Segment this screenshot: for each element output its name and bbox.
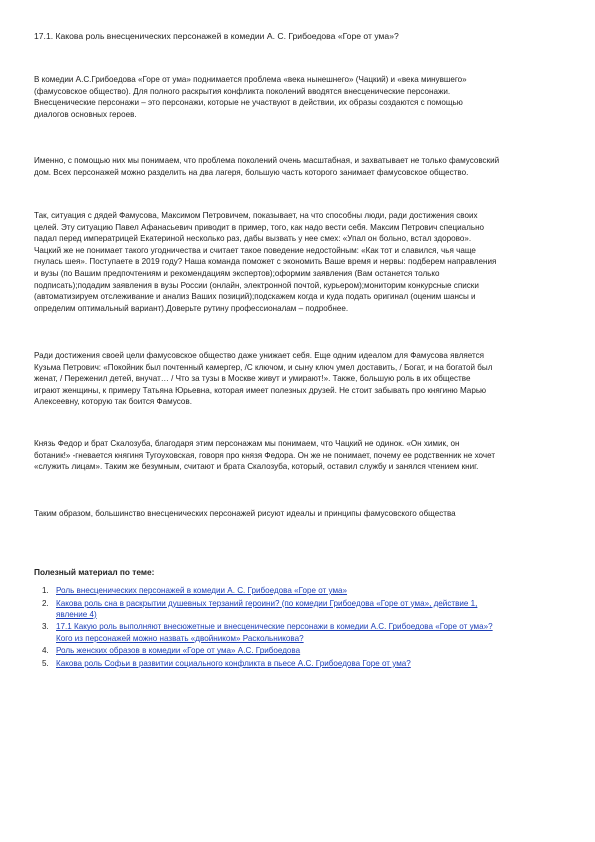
- text-line: Кузьма Петрович: «Покойник был почтенный камергер, /С ключом, и сыну ключ умел доставить, / Богат, и на богатой был: [34, 362, 493, 372]
- link-text[interactable]: Роль женских образов в комедии «Горе от ума» А.С. Грибоедова: [56, 646, 301, 656]
- list-number: 1.: [42, 586, 49, 595]
- link-text[interactable]: 17.1 Какую роль выполняют внесюжетные и внесценические персонажи в комедии А.С. Грибоедова «Горе от ума»?: [56, 622, 493, 632]
- link-text[interactable]: Роль внесценических персонажей в комедии А. С. Грибоедова «Горе от ума»: [56, 586, 348, 595]
- useful-material-heading: Полезный материал по теме:: [34, 567, 155, 577]
- related-link[interactable]: [56, 658, 574, 669]
- list-number: 5.: [42, 658, 49, 668]
- text-line: В комедии А.С.Грибоедова «Горе от ума» поднимается проблема «века нынешнего» (Чацкий) и «века минувшего»: [34, 75, 467, 84]
- text-line: женат, / Переженил детей, внучат… / Что за тузы в Москве живут и умирают!». Также, большую роль в их обществе: [34, 374, 471, 384]
- text-line: Чацкий же не понимает такого угодничества и считает такое поведение недостойным: «Как тот и славился, чья чаще: [34, 245, 476, 255]
- text-line: Князь Федор и брат Скалозуба, благодаря этим персонажам мы понимаем, что Чацкий не одинок. «Он химик, он: [34, 439, 460, 448]
- list-number: 4.: [42, 646, 49, 656]
- list-item: [34, 658, 574, 669]
- related-links-list: [34, 585, 574, 670]
- text-line: Алексеевну, которую так боится Фамусов.: [34, 397, 192, 407]
- list-item: [34, 621, 574, 643]
- text-line: определим оптимальный вариант).Доверьте рутину профессионалам – подробнее.: [34, 303, 349, 313]
- text-line: целей. Эту ситуацию Павел Афанасьевич приводит в пример, того, как надо вести себя. Максим Петрович специально: [34, 222, 485, 232]
- link-text[interactable]: Какова роль Софьи в развитии социального конфликта в пьесе А.С. Грибоедова Горе от ума?: [56, 658, 411, 668]
- text-line: падал перед императрицей Екатериной несколько раз, дабы вызвать у нее смех: «Упал он больно, встал здорово».: [34, 234, 472, 244]
- text-line: подписать);подадим заявления в вузы России (онлайн, электронной почтой, курьером);мониторим конкурсные списки: [34, 280, 479, 290]
- related-link[interactable]: [56, 645, 574, 656]
- paragraph-conclusion: [34, 508, 569, 520]
- link-text[interactable]: Кого из персонажей можно назвать «двойником» Раскольникова?: [56, 633, 304, 643]
- paragraph-generations: [34, 155, 569, 178]
- text-line: ботаник!» -гневается княгиня Тугоуховская, говоря про князя Федора. Он же не понимает, почему ее родственник не хочет: [34, 450, 496, 460]
- list-number: 3.: [42, 622, 49, 632]
- text-line: Внесценические персонажи – это персонажи, которые не участвуют в действии, их образы создаются с помощью: [34, 98, 463, 108]
- related-link[interactable]: [56, 621, 574, 643]
- text-line: гнулась шея». Поступаете в 2019 году? Наша команда поможет с экономить Ваше время и нервы: подберем направления: [34, 257, 497, 267]
- text-line: играют женщины, к примеру Татьяна Юрьевна, которая имеет полезных друзей. Не стоит забывать про княгиню Марью: [34, 385, 487, 395]
- text-line: Ради достижения своей цели фамусовское общество даже унижает себя. Еще одним идеалом для Фамусова является: [34, 351, 485, 360]
- related-link[interactable]: [56, 598, 574, 620]
- list-item: [34, 598, 574, 620]
- related-link[interactable]: [56, 585, 574, 596]
- text-line: Таким образом, большинство внесценических персонажей рисуют идеалы и принципы фамусовского общества: [34, 509, 456, 518]
- list-item: [34, 585, 574, 596]
- text-line: Так, ситуация с дядей Фамусова, Максимом Петровичем, показывает, на что способны люди, ради достижения своих: [34, 211, 478, 220]
- link-text[interactable]: явление 4): [56, 609, 97, 619]
- text-line: «служить лицам». Таким же безумным, считают и брата Скалозуба, который, оставил службу и занялся чтением книг.: [34, 462, 479, 472]
- list-number: 2.: [42, 598, 49, 608]
- text-line: (фамусовское общество). Для полного раскрытия конфликта поколений вводятся внесценические персонажи.: [34, 86, 451, 96]
- link-text[interactable]: Какова роль сна в раскрытии душевных терзаний героини? (по комедии Грибоедова «Горе от ума», действие 1,: [56, 598, 478, 608]
- list-item: [34, 645, 574, 656]
- text-line: и вузы (по Вашим предпочтениям и рекомендациям экспертов);оформим заявления (Вам останется только: [34, 268, 440, 278]
- text-line: (автоматизируем отслеживание и анализ Ваших позиций);подскажем когда и куда подать оригинал (оценим шансы и: [34, 292, 476, 302]
- paragraph-maxim-petrovich: [34, 210, 569, 314]
- text-line: диалогов основных героев.: [34, 109, 137, 119]
- text-line: дом. Всех персонажей можно разделить на два лагеря, большую часть которого занимает фамусовское общество.: [34, 167, 469, 177]
- question-title: 17.1. Какова роль внесценических персонажей в комедии А. С. Грибоедова «Горе от ума»?: [34, 31, 399, 41]
- paragraph-prince-fedor: [34, 438, 569, 473]
- paragraph-kuzma-petrovich: [34, 350, 569, 408]
- text-line: Именно, с помощью них мы понимаем, что проблема поколений очень масштабная, и захватывает не только фамусовский: [34, 156, 500, 165]
- paragraph-intro: [34, 74, 569, 120]
